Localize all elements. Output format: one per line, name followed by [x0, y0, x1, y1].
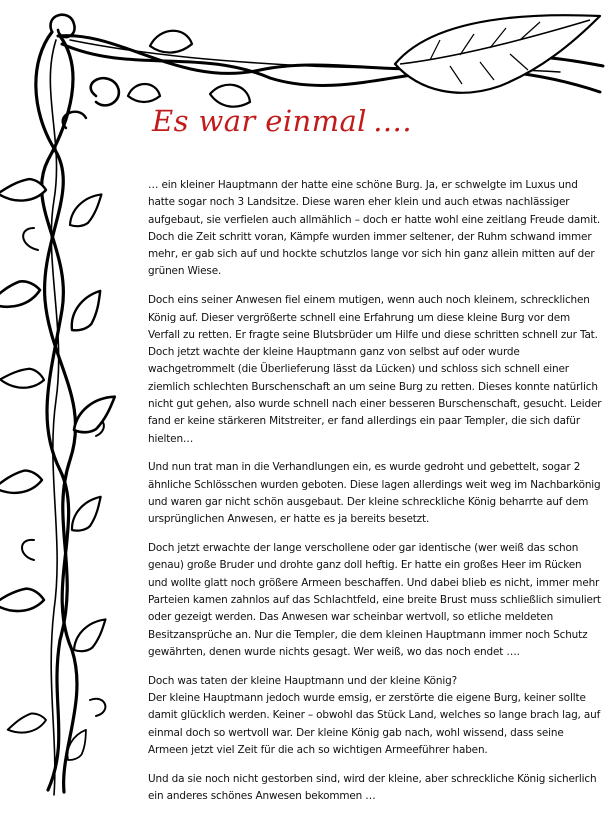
paragraph: Doch eins seiner Anwesen fiel einem mutigen, wenn auch noch kleinem, schrecklichen König auf. Dieser vergrößerte schnell eine Erfahrung um diese kleine Burg vor dem Verfall zu retten. Er fragte seine Blutsbrüder um Hilfe und diese schritten schnell zur Tat. Doch jetzt wachte der kleine Hauptmann ganz von selbst auf oder wurde wachgetrommelt (die Überlieferung lässt da Lücken) und schloss sich schnell einer ziemlich schlechten Burschenschaft an um seine Burg zu retten. Dieses konnte natürlich nicht gut gehen, also wurde schnell nach einer besseren Burschenschaft, gesucht. Leider fand er keine stärkeren Mitstreiter, er fand allerdings ein paar Templer, die sich dafür hielten…	[148, 294, 602, 445]
paragraph: Doch was taten der kleine Hauptmann und der kleine König?	[148, 674, 457, 687]
paragraph: Und nun trat man in die Verhandlungen ein, es wurde gedroht und gebettelt, sogar 2 ähnliche Schlösschen wurden geboten. Diese lagen allerdings weit weg im Nachbarkönig und waren gar nicht schön ausgebaut. Der kleine schreckliche König beharrte auf dem ursprünglichen Anwesen, er hatte es ja bereits besetzt.	[148, 461, 601, 526]
story-body	[148, 177, 604, 817]
story-title: Es war einmal ….	[152, 104, 413, 138]
paragraph: Und da sie noch nicht gestorben sind, wird der kleine, aber schreckliche König sicherlich ein anderes schönes Anwesen bekommen …	[148, 772, 597, 802]
paragraph: … ein kleiner Hauptmann der hatte eine schöne Burg. Ja, er schwelgte im Luxus und hatte sogar noch 3 Landsitze. Diese waren eher klein und auch etwas nachlässiger aufgebaut, sie verfielen auch allmählich – doch er hatte wohl eine zeitlang Freude damit. Doch die Zeit schritt voran, Kämpfe wurden immer seltener, der Ruhm schwand immer mehr, er gab sich auf und hockte schutzlos lange vor sich hin ganz allein mitten auf der grünen Wiese.	[148, 179, 601, 278]
paragraph: Doch jetzt erwachte der lange verschollene oder gar identische (wer weiß das schon genau) große Bruder und drohte ganz doll heftig. Er hatte ein großes Heer im Rücken und wollte glatt noch größere Armeen beschaffen. Und dabei blieb es nicht, immer mehr Parteien kamen zahnlos auf das Schlachtfeld, eine breite Brust muss schließlich simuliert oder gezeigt werden. Das Anwesen war scheinbar wertvoll, so etliche meldeten Besitzansprüche an. Nur die Templer, die dem kleinen Hauptmann immer noch Schutz gewährten, denen wurde nichts gesagt. Wer weiß, wo das noch endet ….	[148, 542, 601, 658]
paragraph: Der kleine Hauptmann jedoch wurde emsig, er zerstörte die eigene Burg, keiner sollte damit glücklich werden. Keiner – obwohl das Stück Land, welches so lange brach lag, auf einmal doch so wertvoll war. Der kleine König gab nach, wohl wissend, dass seine Armeen jetzt viel Zeit für die ach so wichtigen Armeeführer haben.	[148, 692, 601, 756]
